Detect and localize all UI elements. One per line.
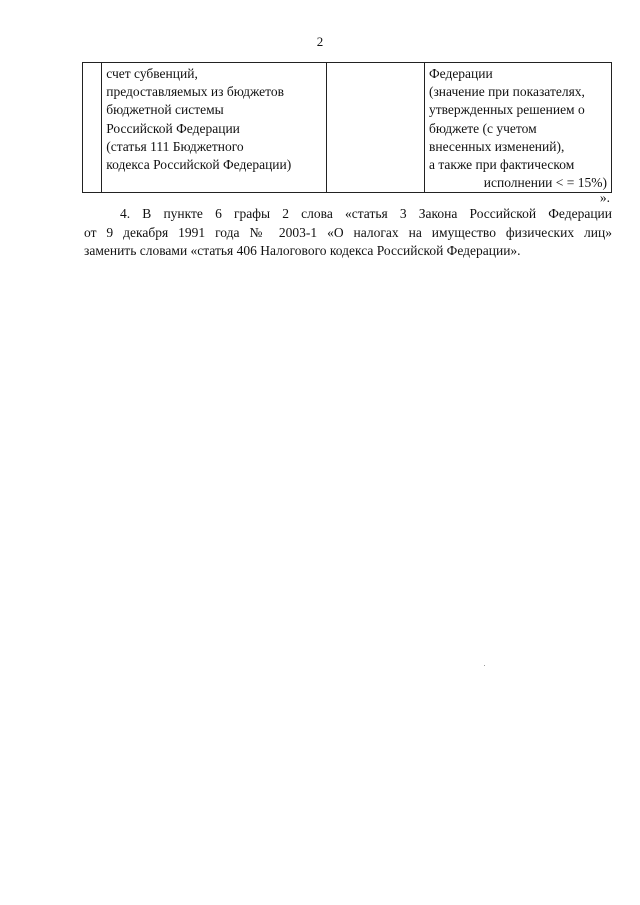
cell-text-line: утвержденных решением о xyxy=(428,102,585,118)
document-table xyxy=(82,62,612,193)
cell-text-line: исполнении < = 15%) xyxy=(483,175,607,191)
paragraph-line: заменить словами «статья 406 Налогового кодекса Российской Федерации». xyxy=(84,243,521,258)
cell-text-line: (значение при показателях, xyxy=(428,84,585,100)
paragraph-line: 4. В пункте 6 графы 2 слова «статья 3 Закона Российской Федерации xyxy=(120,206,612,221)
cell-text-line: счет субвенций, xyxy=(106,66,198,81)
table-cell-criteria xyxy=(424,63,611,193)
cell-text-line: предоставляемых из бюджетов xyxy=(106,84,284,100)
table-row xyxy=(83,63,612,193)
cell-text-line: бюджете (с учетом xyxy=(428,120,537,136)
cell-text-line: Федерации xyxy=(428,66,493,81)
closing-quote: ». xyxy=(599,190,610,205)
table-cell-description xyxy=(102,63,326,193)
table-cell-empty xyxy=(326,63,424,193)
cell-text-line: бюджетной системы xyxy=(106,102,224,118)
cell-text-line: (статья 111 Бюджетного xyxy=(106,138,244,154)
scan-speck xyxy=(484,665,485,666)
table-cell-index xyxy=(83,63,102,193)
page-number: 2 xyxy=(316,34,324,49)
amendment-paragraph xyxy=(84,205,612,261)
cell-text-line: а также при фактическом xyxy=(428,157,575,173)
cell-text-line: Российской Федерации xyxy=(106,120,240,136)
cell-text-line: кодекса Российской Федерации) xyxy=(106,157,292,173)
cell-text-line: внесенных изменений), xyxy=(428,138,565,154)
paragraph-line: от 9 декабря 1991 года № 2003-1 «О налогах на имущество физических лиц» xyxy=(84,224,612,240)
